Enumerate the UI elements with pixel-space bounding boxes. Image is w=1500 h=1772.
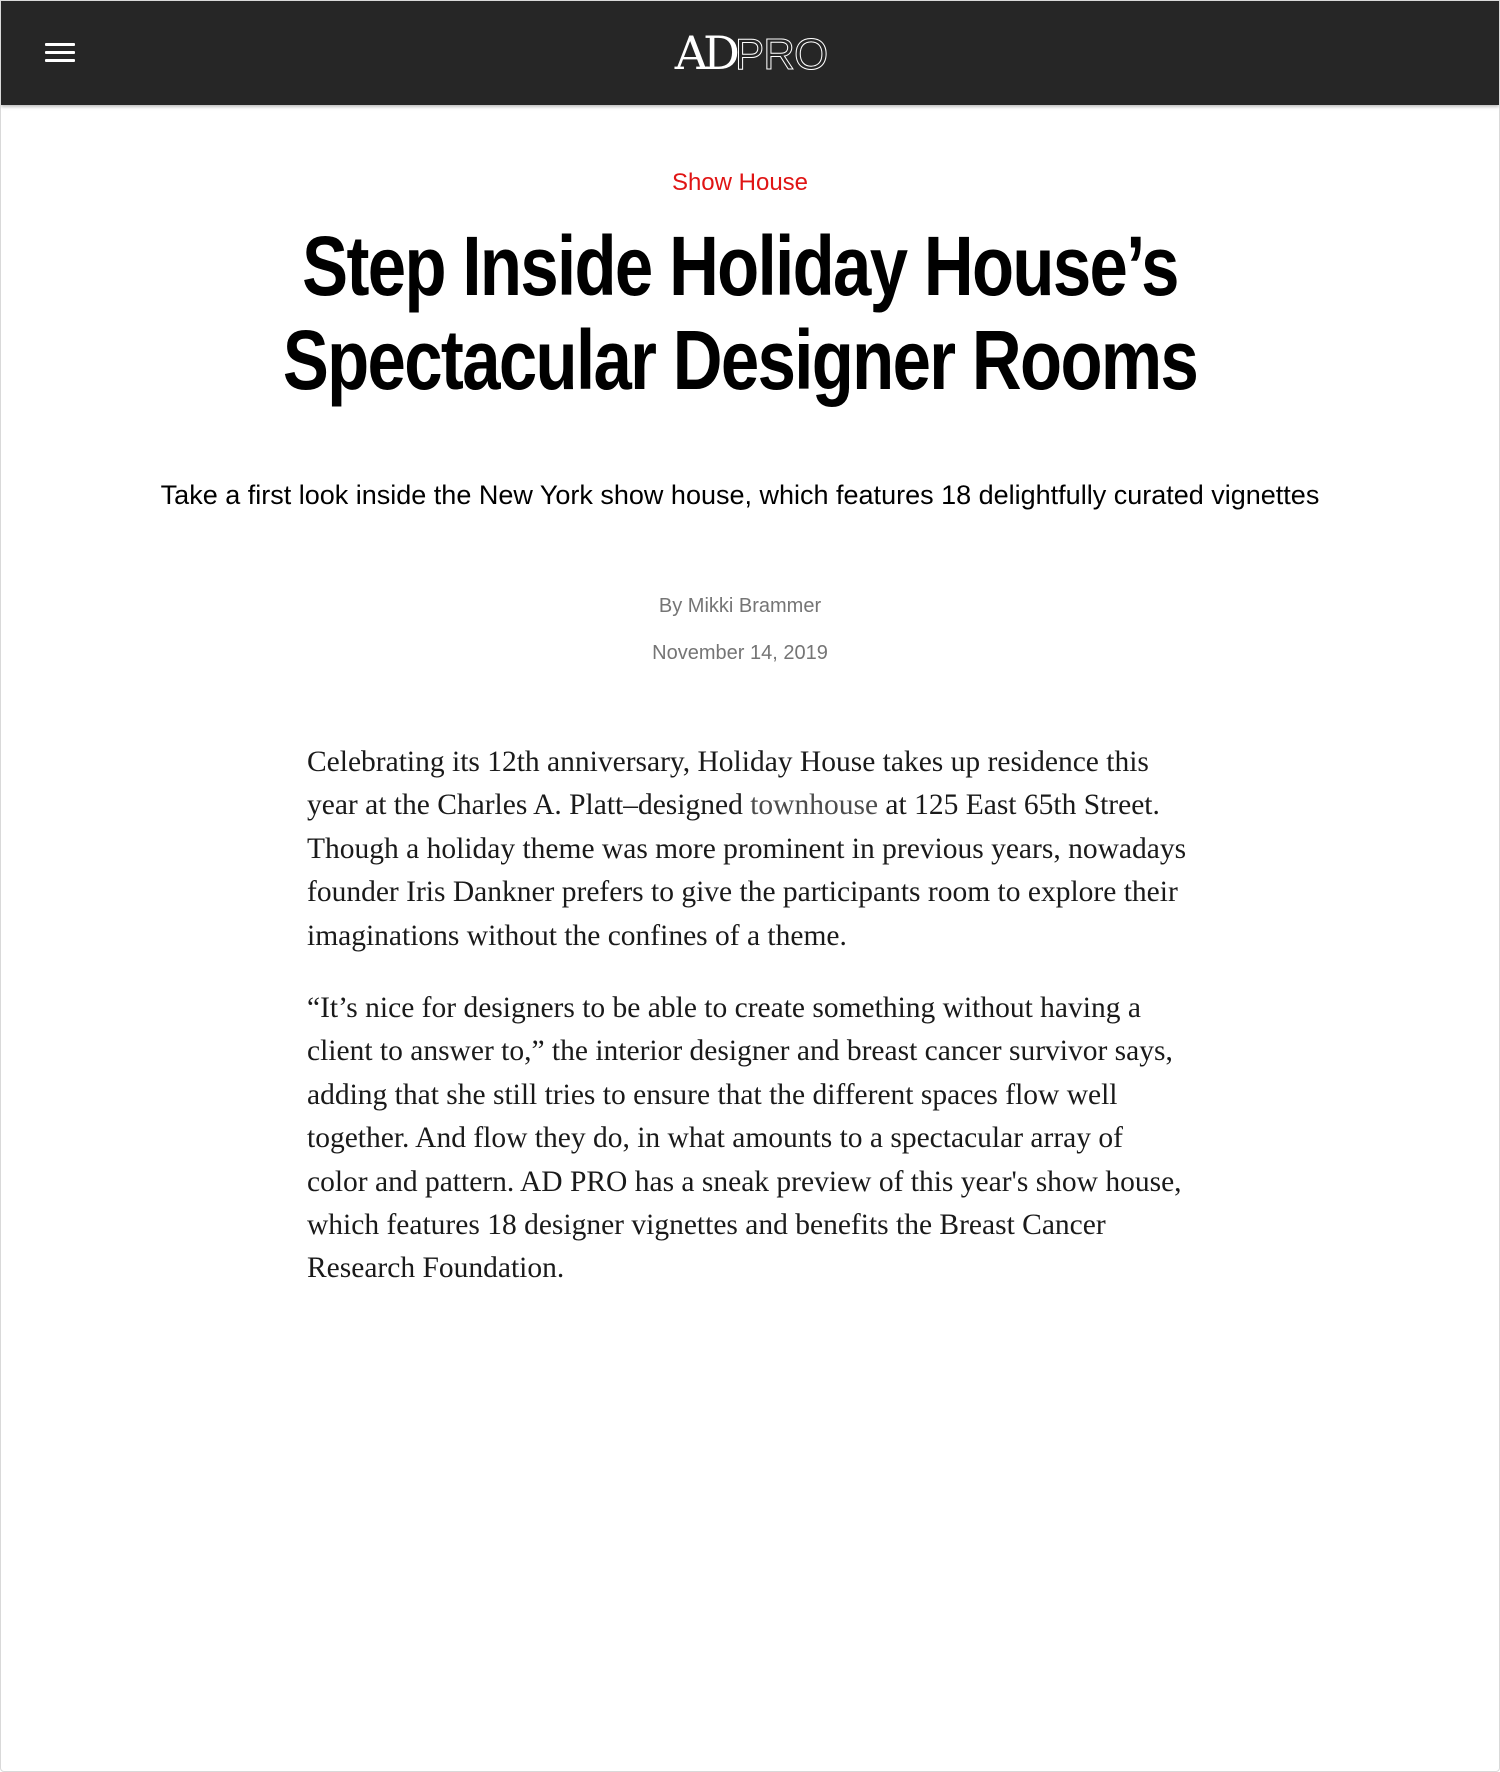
article-rubric-link[interactable]: Show House	[671, 169, 809, 196]
hamburger-menu-icon[interactable]	[35, 33, 83, 73]
top-navigation-bar	[1, 1, 1499, 105]
byline	[1, 591, 1479, 621]
article-dek: Take a first look inside the New York show house, which features 18 delightfully curated vignettes	[160, 480, 1320, 510]
headline-line-2: Spectacular Designer Rooms	[282, 313, 1198, 407]
article-headline	[249, 219, 1231, 407]
townhouse-link[interactable]: townhouse	[750, 789, 879, 822]
byline-prefix: By	[658, 595, 688, 617]
paragraph-1-text-a: Celebrating its 12th anniversary, Holiday House takes up residence this year at the Charles A. Platt–designed	[307, 746, 1149, 822]
paragraph-1-text-b: at 125 East 65th Street. Though a holiday theme was more prominent in previous years, nowadays founder Iris Dankner prefers to give the participants room to explore their imaginations without the confines of a theme.	[307, 789, 1187, 952]
body-paragraph-1	[307, 741, 1187, 958]
logo-ad: AD	[674, 26, 735, 80]
publish-date: November 14, 2019	[652, 642, 828, 664]
adpro-logo[interactable]	[661, 27, 841, 79]
author-link[interactable]: Mikki Brammer	[687, 595, 822, 617]
logo-pro: PRO	[734, 30, 828, 79]
article-body	[307, 741, 1187, 1320]
headline-line-1: Step Inside Holiday House’s	[302, 219, 1178, 313]
body-paragraph-2: “It’s nice for designers to be able to create something without having a client to answer to,” the interior designer and breast cancer survivor says, adding that she still tries to ensure that the different spaces flow well together. And flow they do, in what amounts to a spectacular array of color and pattern. AD PRO has a sneak preview of this year's show house, which features 18 designer vignettes and benefits the Breast Cancer Research Foundation.	[307, 992, 1182, 1285]
